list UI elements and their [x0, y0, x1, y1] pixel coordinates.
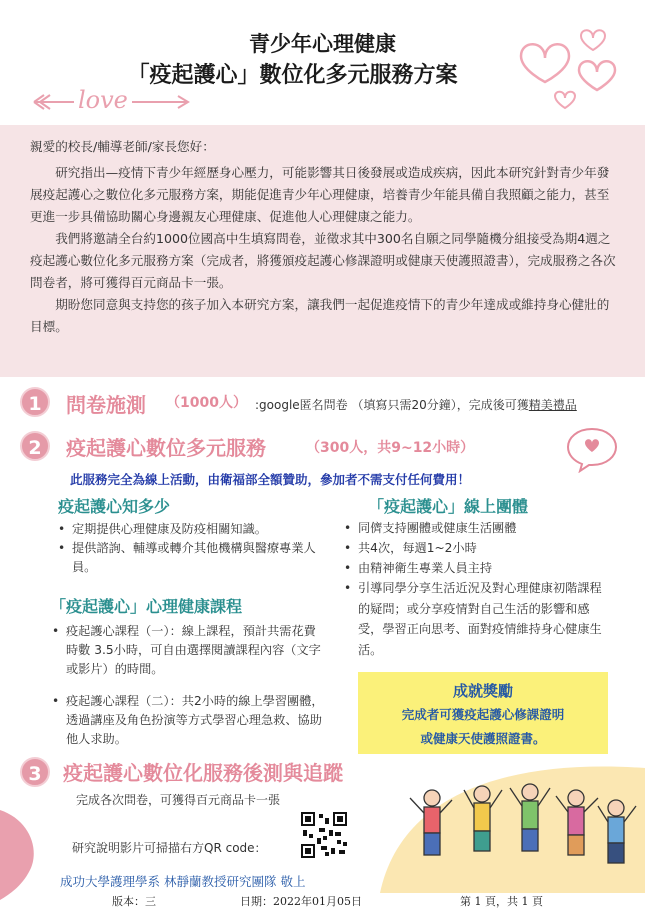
section-3-number: 3: [20, 757, 50, 787]
course-list: [52, 622, 327, 749]
section-1-number: 1: [20, 387, 50, 417]
footer-version: 版本：三: [112, 895, 156, 908]
section-3-description: 完成各次問卷，可獲得百元商品卡一張: [76, 793, 281, 807]
section-1-count: （1000人）: [166, 395, 247, 411]
list-item: • 提供諮詢、輔導或轉介其他機構與醫療專業人員。: [58, 539, 318, 577]
qr-code[interactable]: [301, 812, 347, 858]
gift-link[interactable]: 精美禮品: [528, 398, 577, 412]
course-title: 「疫起護心」心理健康課程: [50, 597, 243, 616]
reward-line-1: 完成者可獲疫起護心修課證明: [401, 707, 565, 722]
section-2-number: 2: [20, 431, 50, 461]
section-1-title: 問卷施測: [66, 393, 146, 417]
reward-line-2: 或健康天使護照證書。: [420, 731, 546, 746]
footer-date: 日期：2022年01月05日: [240, 895, 362, 908]
section-2-count: （300人，共9~12小時）: [306, 440, 475, 456]
list-item: • 共4次，每週1~2小時: [344, 538, 604, 558]
page-subtitle: 「疫起護心」數位化多元服務方案: [127, 63, 458, 88]
greeting: 親愛的校長/輔導老師/家長您好：: [30, 139, 215, 154]
intro-letter: [30, 136, 620, 338]
free-notice: 此服務完全為線上活動，由衛福部全額贊助，參加者不需支付任何費用！: [70, 472, 471, 487]
know-list: [58, 520, 318, 577]
intro-paragraph-3: 期盼您同意與支持您的孩子加入本研究方案，讓我們一起促進疫情下的青少年達成或維持身心健壯的目標。: [30, 297, 610, 334]
section-3-title: 疫起護心數位化服務後測與追蹤: [63, 761, 343, 785]
list-item: • 定期提供心理健康及防疫相關知識。: [58, 520, 318, 539]
intro-paragraph-2: 我們將邀請全台約1000位國高中生填寫問卷，並徵求其中300名自願之同學隨機分組接受為期4週之疫起護心數位化多元服務方案（完成者，將獲頒疫起護心修課證明或健康天使護照證書），完成服務之各次問卷者，將可獲得百元商品卡一張。: [30, 231, 616, 290]
signature: 成功大學護理學系 林靜蘭教授研究團隊 敬上: [60, 874, 306, 889]
qr-instruction: 研究說明影片可掃描右方QR code：: [72, 841, 267, 855]
section-1-description: [255, 396, 577, 413]
reward-title: 成就獎勵: [452, 682, 513, 700]
jumping-kids-illustration: [380, 758, 645, 893]
reward-box: [358, 672, 608, 754]
page-title: 青少年心理健康: [249, 32, 396, 56]
section-2-title: 疫起護心數位多元服務: [66, 436, 266, 460]
list-item: • 同儕支持團體或健康生活團體: [344, 518, 604, 538]
footer-page: 第 1 頁，共 1 頁: [460, 895, 543, 908]
list-item: • 引導同學分享生活近況及對心理健康初階課程的疑問；或分享疫情對自己生活的影響和感受，學習正向思考、面對疫情維持身心健康生活。: [344, 578, 604, 660]
speech-heart-icon: [565, 425, 619, 473]
group-list: [344, 518, 604, 660]
group-title: 「疫起護心」線上團體: [368, 497, 529, 516]
know-title: 疫起護心知多少: [58, 497, 171, 516]
section-1-desc-text: :google匿名問卷 （填寫只需20分鐘），完成後可獲: [255, 398, 529, 412]
list-item: • 疫起護心課程（二）：共2小時的線上學習團體，透過講座及角色扮演等方式學習心理急救、協助他人求助。: [52, 692, 327, 749]
pink-curve-decoration: [0, 810, 40, 900]
love-script: love: [74, 86, 132, 114]
list-item: • 疫起護心課程（一）：線上課程，預計共需花費時數 3.5小時，可自由選擇閱讀課程內容（文字或影片）的時間。: [52, 622, 327, 679]
intro-paragraph-1: 研究指出—疫情下青少年經歷身心壓力，可能影響其日後發展或造成疾病，因此本研究針對青少年發展疫起護心之數位化多元服務方案，期能促進青少年心理健康，培養青少年能具備自我照顧之能力，甚至更進一步具備協助關心身邊親友心理健康、促進他人心理健康之能力。: [30, 165, 610, 224]
list-item: • 由精神衛生專業人員主持: [344, 558, 604, 578]
